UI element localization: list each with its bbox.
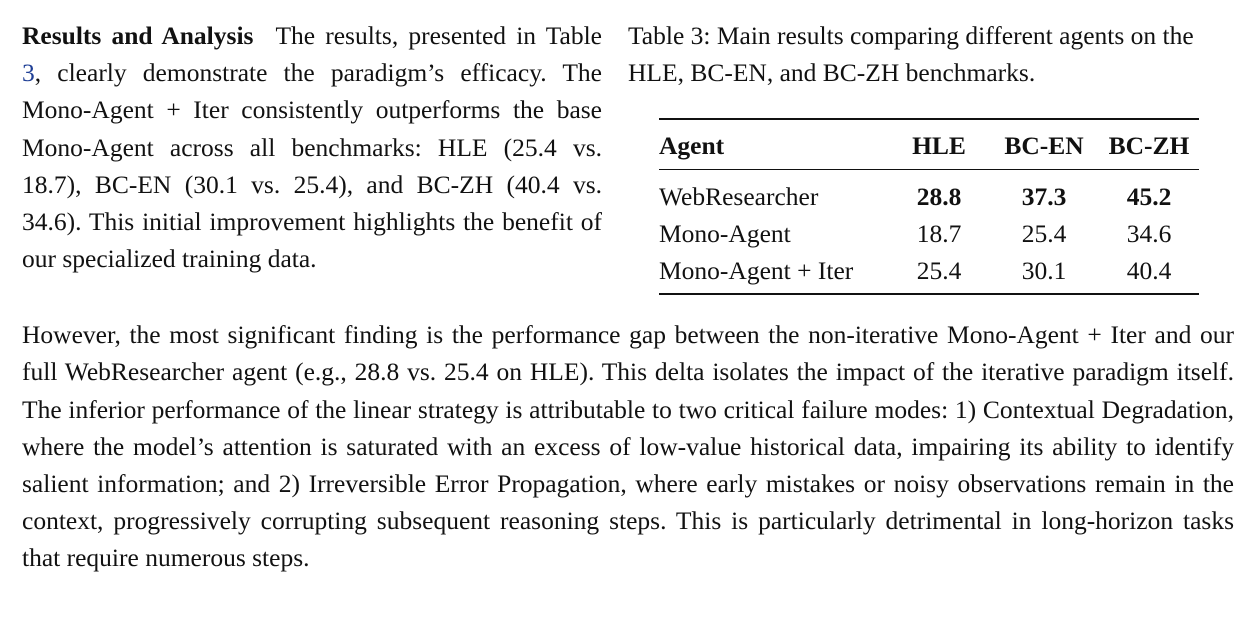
- analysis-paragraph: However, the most significant finding is the performance gap between the non-iterative Mono-Agent + Iter and our full WebResearcher agent (e.g., 28.8 vs. 25.4 on HLE). This delta isolates the impact of the iterative paradigm itself. The inferior performance of the linear strategy is attributable to two critical failure modes: 1) Contextual Degradation, where the model’s attention is saturated with an excess of low-value historical data, impairing its ability to identify salient information; and 2) Irreversible Error Propagation, where early mistakes or noisy observations remain in the context, progressively corrupting subsequent reasoning steps. This is particularly detrimental in long-horizon tasks that require numerous steps.: [22, 320, 1234, 573]
- table-header-row: [659, 119, 1199, 169]
- top-section: [22, 17, 1234, 295]
- results-table: [659, 118, 1199, 295]
- bc-en-cell: 30.1: [1021, 256, 1067, 286]
- hle-cell: 25.4: [916, 256, 962, 286]
- bc-zh-cell: 40.4: [1126, 256, 1172, 286]
- table-row: [659, 252, 1199, 294]
- table-reference-link[interactable]: 3: [22, 58, 35, 88]
- paragraph-text-end: , clearly demonstrate the paradigm’s efficacy. The Mono-Agent + Iter consistently outperforms the base Mono-Agent across all benchmarks: HLE (25.4 vs. 18.7), BC-EN (30.1 vs. 25.4), and BC-ZH (40.4 vs. 34.6). This initial improvement highlights the benefit of our specialized training data.: [22, 58, 602, 274]
- paper-page: [22, 17, 1234, 577]
- table-figure: [628, 17, 1234, 295]
- results-table-wrapper: [659, 118, 1199, 295]
- table-caption: Table 3: Main results comparing different agents on the HLE, BC-EN, and BC-ZH benchmarks.: [628, 21, 1194, 88]
- header-agent: Agent: [659, 131, 725, 161]
- header-hle: HLE: [912, 131, 966, 161]
- header-bc-en: BC-EN: [1004, 131, 1084, 161]
- bc-en-cell: 25.4: [1021, 218, 1067, 248]
- table-row: [659, 215, 1199, 252]
- paragraph-text-start: The results, presented in Table: [275, 21, 602, 50]
- table-row: [659, 169, 1199, 215]
- bc-zh-cell: 45.2: [1126, 181, 1172, 211]
- hle-cell: 28.8: [916, 181, 962, 211]
- section-heading: Results and Analysis: [22, 21, 254, 50]
- results-paragraph: [22, 17, 602, 277]
- bc-en-cell: 37.3: [1021, 181, 1067, 211]
- agent-cell: WebResearcher: [659, 181, 819, 211]
- bc-zh-cell: 34.6: [1126, 218, 1172, 248]
- hle-cell: 18.7: [916, 218, 962, 248]
- agent-cell: Mono-Agent + Iter: [659, 256, 854, 286]
- header-bc-zh: BC-ZH: [1108, 131, 1190, 161]
- agent-cell: Mono-Agent: [659, 218, 791, 248]
